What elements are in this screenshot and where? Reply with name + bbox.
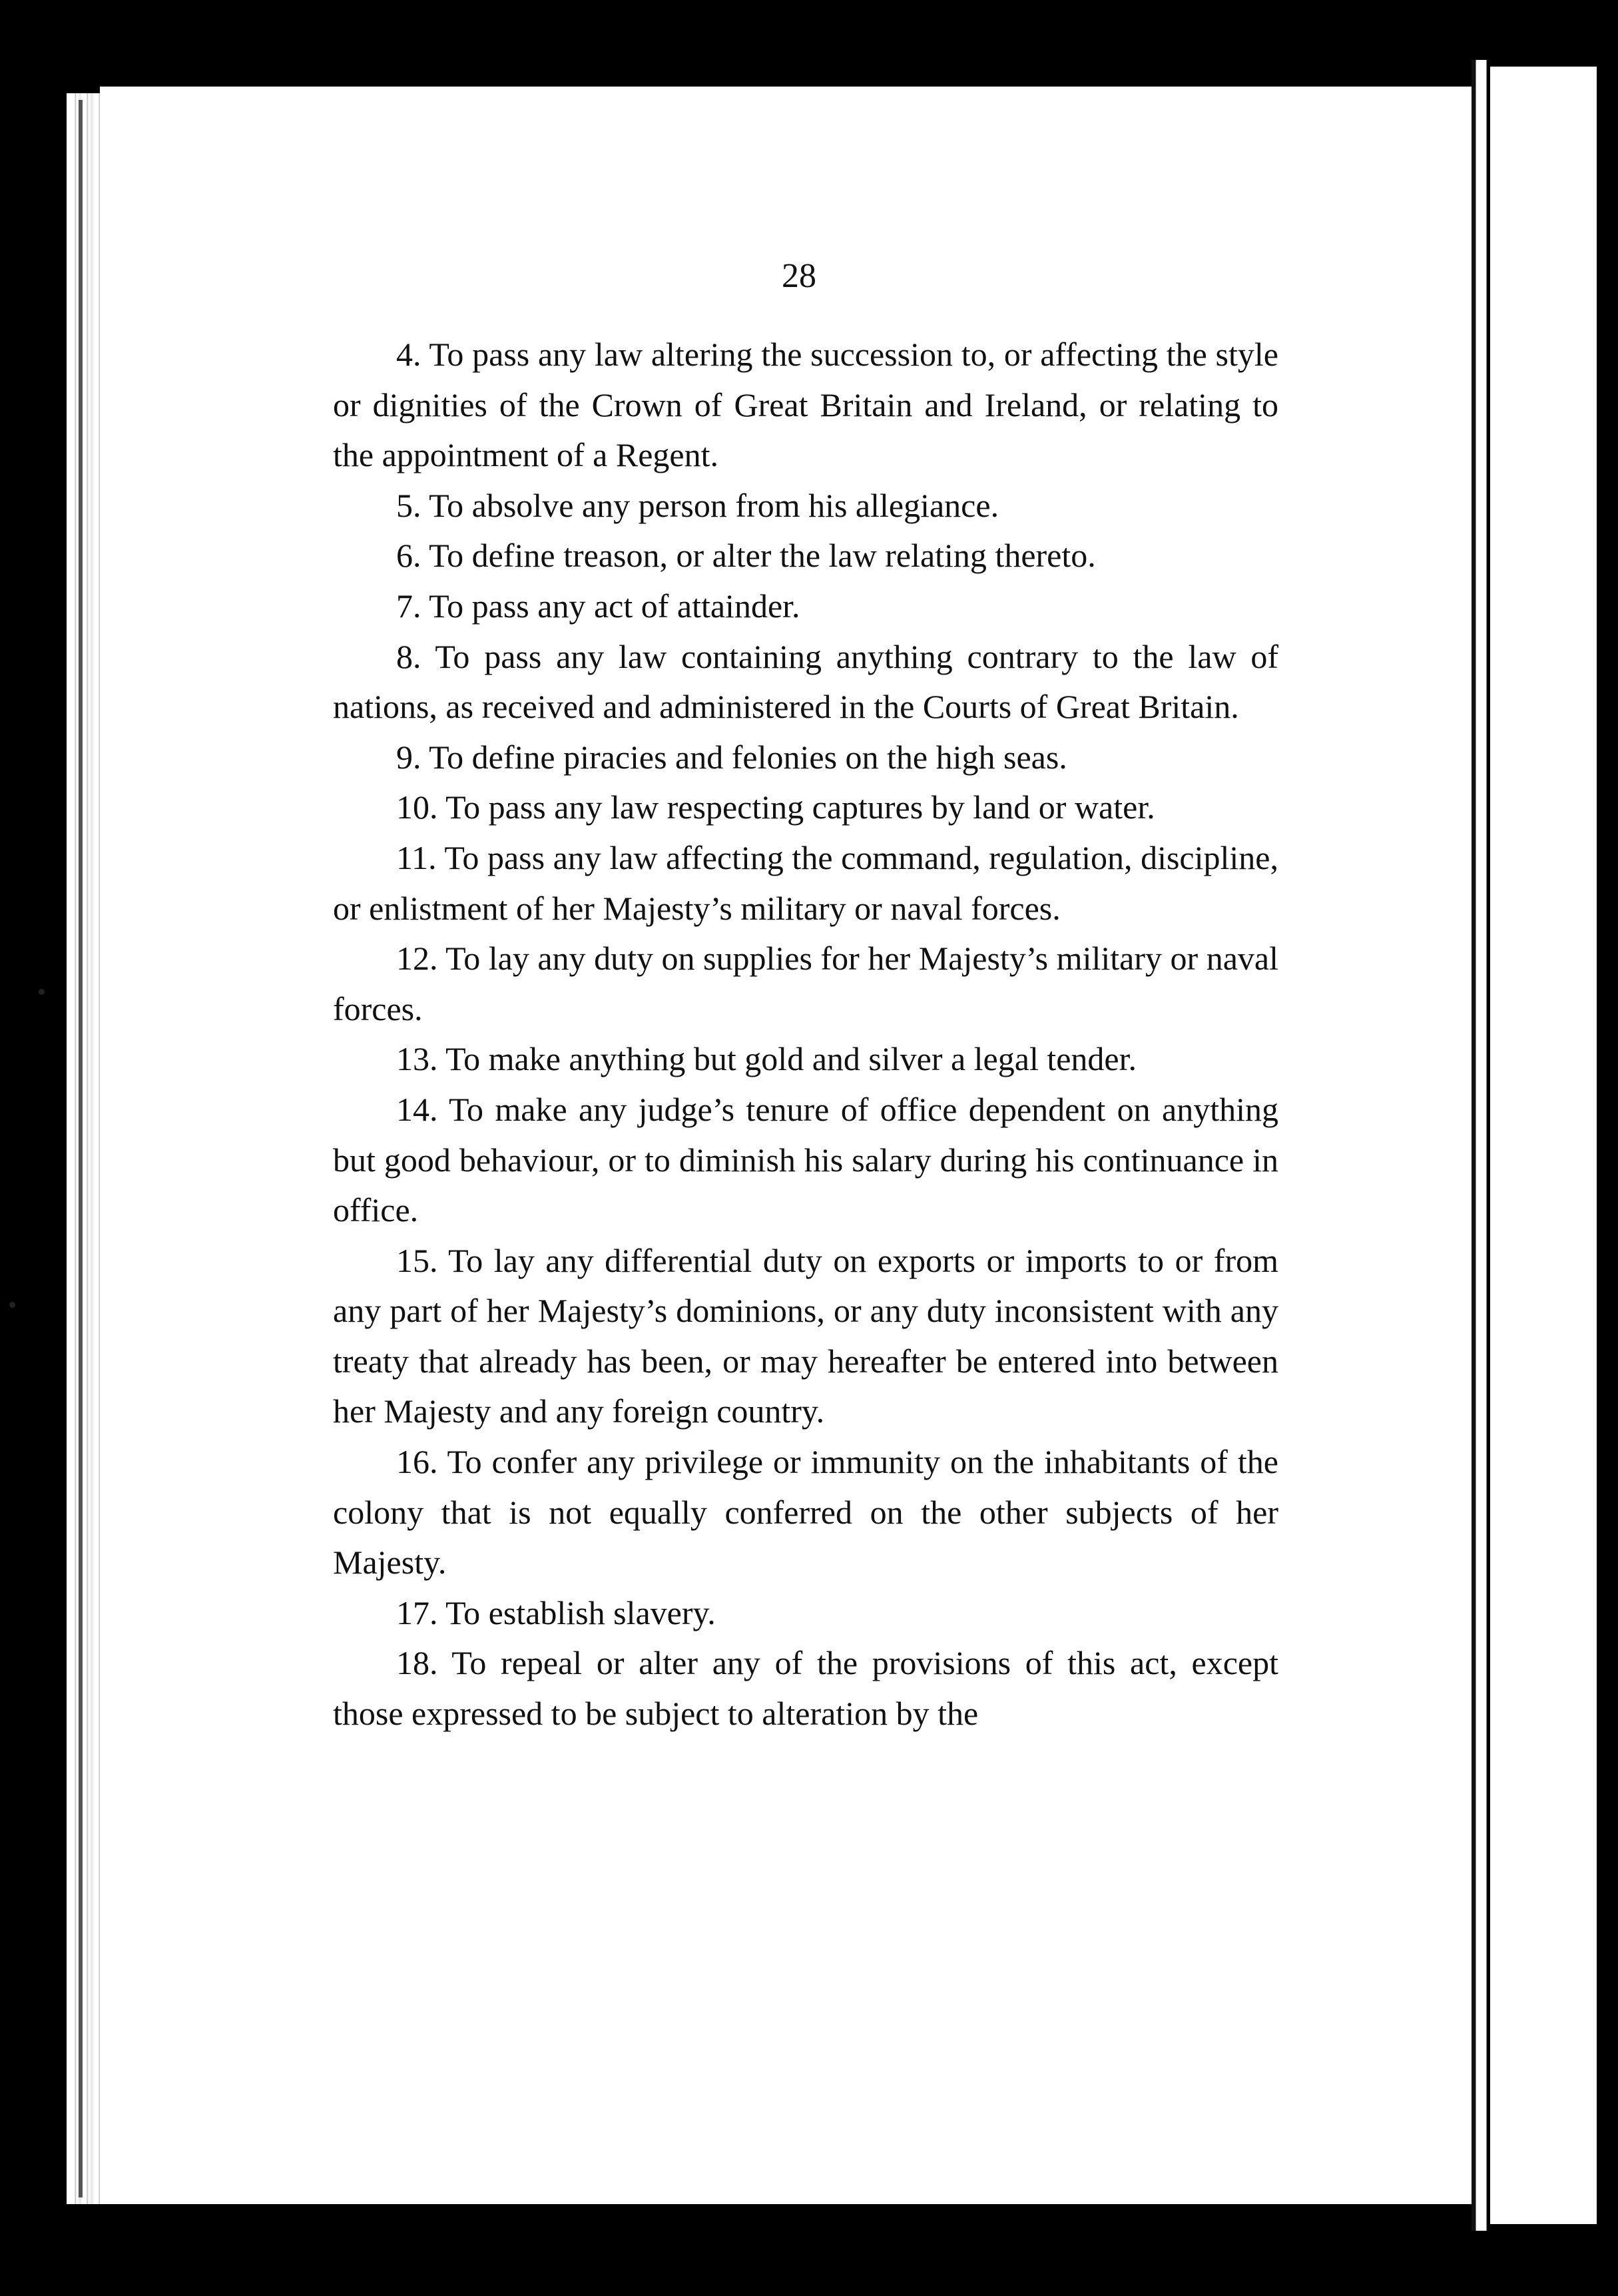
clause-12 (333, 934, 1278, 1034)
clause-text: To define piracies and felonies on the high seas. (429, 738, 1067, 776)
clause-14 (333, 1085, 1278, 1236)
clause-number: 13. (396, 1040, 438, 1078)
clause-number: 5. (396, 486, 421, 524)
clause-number: 8. (396, 637, 421, 675)
clause-10 (333, 782, 1278, 833)
clause-text: To pass any law respecting captures by land or water. (445, 788, 1155, 826)
clause-text: To repeal or alter any of the provisions of this act, except those expressed to be subject to alteration by the (333, 1644, 1278, 1733)
clause-number: 18. (396, 1644, 438, 1682)
clause-text: To absolve any person from his allegiance. (429, 486, 999, 524)
facing-page-edge (1472, 60, 1487, 2231)
page-number: 28 (782, 257, 816, 295)
scan-speck (9, 1302, 15, 1308)
clause-16 (333, 1437, 1278, 1588)
clause-number: 12. (396, 940, 438, 978)
clause-4 (333, 330, 1278, 481)
clause-number: 6. (396, 537, 421, 575)
clause-text: To confer any privilege or immunity on the inhabitants of the colony that is not equally conferred on the other subjects of her Majesty. (333, 1443, 1278, 1581)
clause-text: To pass any law containing anything contrary to the law of nations, as received and administered in the Courts of Great Britain. (333, 637, 1278, 726)
clause-text: To pass any law altering the succession to, or affecting the style or dignities of the Crown of Great Britain and Ireland, or relating to the appointment of a Regent. (333, 336, 1278, 474)
facing-page-strip (1487, 67, 1597, 2224)
clause-number: 15. (396, 1241, 438, 1279)
clause-number: 16. (396, 1443, 438, 1481)
clause-number: 7. (396, 587, 421, 625)
clause-11 (333, 833, 1278, 934)
body-text (333, 330, 1278, 1739)
clause-18 (333, 1638, 1278, 1739)
clause-7 (333, 581, 1278, 632)
clause-text: To lay any duty on supplies for her Majesty’s military or naval forces. (333, 940, 1278, 1027)
clause-number: 10. (396, 788, 438, 826)
clause-number: 4. (396, 336, 421, 373)
clause-number: 9. (396, 738, 421, 776)
clause-number: 11. (396, 838, 437, 876)
clause-8 (333, 632, 1278, 732)
clause-number: 14. (396, 1090, 438, 1128)
clause-9 (333, 732, 1278, 783)
clause-6 (333, 531, 1278, 581)
clause-text: To make any judge’s tenure of office dependent on anything but good behaviour, or to diminish his salary during his continuance in office. (333, 1090, 1278, 1229)
clause-text: To lay any differential duty on exports or imports to or from any part of her Majesty’s dominions, or any duty inconsistent with any treaty that already has been, or may hereafter be entered into between her Majesty and any foreign country. (333, 1241, 1278, 1430)
clause-text: To define treason, or alter the law relating thereto. (429, 537, 1096, 575)
scan-speck (39, 989, 45, 995)
clause-15 (333, 1236, 1278, 1437)
clause-text: To pass any law affecting the command, regulation, discipline, or enlistment of her Majesty’s military or naval forces. (333, 838, 1278, 927)
clause-text: To make anything but gold and silver a legal tender. (445, 1040, 1137, 1078)
clause-13 (333, 1034, 1278, 1085)
clause-text: To establish slavery. (445, 1593, 716, 1631)
spine-shadow-line (79, 100, 83, 2197)
clause-5 (333, 481, 1278, 531)
clause-number: 17. (396, 1593, 438, 1631)
clause-17 (333, 1588, 1278, 1639)
clause-text: To pass any act of attainder. (429, 587, 800, 625)
